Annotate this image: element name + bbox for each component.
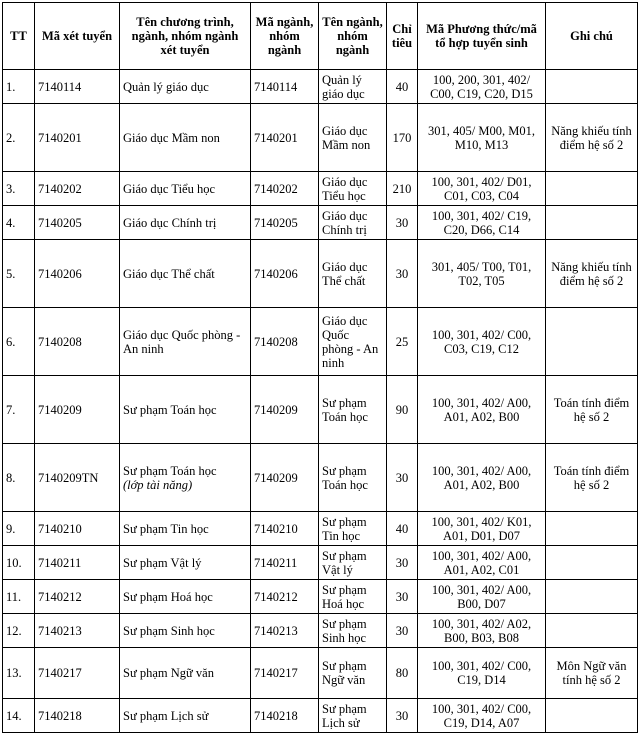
table-row [3, 512, 638, 546]
header-ten-chuong-trinh: Tên chương trình, ngành, nhóm ngành xét tuyển [120, 3, 251, 70]
cell-phuong-thuc [418, 308, 546, 376]
cell-phuong-thuc-text: 100, 301, 402/ A00, A01, A02, B00 [431, 395, 532, 424]
cell-phuong-thuc-text: 100, 301, 402/ A00, A01, A02, C01 [431, 548, 532, 577]
cell-phuong-thuc-text: 301, 405/ T00, T01, T02, T05 [431, 259, 532, 288]
cell-ten-nganh [319, 512, 387, 546]
cell-ghi-chu [546, 546, 638, 580]
cell-ma-xet-tuyen [35, 580, 120, 614]
cell-phuong-thuc-text: 100, 301, 402/ C00, C19, D14, A07 [431, 701, 532, 730]
cell-tt-text: 3. [6, 181, 16, 196]
cell-ten-chuong-trinh-text: Sư phạm Sinh học [123, 623, 215, 638]
cell-ma-nganh-text: 7140201 [254, 130, 298, 145]
table-row [3, 699, 638, 733]
cell-ma-nganh [251, 648, 319, 699]
cell-ten-nganh-text: Giáo dục Quốc phòng - An ninh [322, 313, 379, 370]
table-row [3, 444, 638, 512]
cell-ma-xet-tuyen-text: 7140212 [38, 589, 82, 604]
cell-phuong-thuc-text: 100, 301, 402/ A00, B00, D07 [431, 582, 532, 611]
cell-ten-chuong-trinh-text: Giáo dục Tiểu học [123, 181, 216, 196]
cell-ma-nganh [251, 172, 319, 206]
cell-tt [3, 512, 35, 546]
cell-ma-nganh-text: 7140209 [254, 402, 298, 417]
cell-tt [3, 240, 35, 308]
cell-ghi-chu-text: Năng khiếu tính điểm hệ số 2 [551, 259, 632, 288]
cell-ten-chuong-trinh-text: Giáo dục Mầm non [123, 130, 220, 145]
cell-phuong-thuc-text: 100, 301, 402/ C00, C03, C19, C12 [431, 327, 532, 356]
table-row [3, 614, 638, 648]
cell-phuong-thuc-text: 100, 301, 402/ C19, C20, D66, C14 [431, 208, 532, 237]
cell-ma-xet-tuyen [35, 648, 120, 699]
cell-ten-nganh [319, 308, 387, 376]
cell-chi-tieu-text: 30 [395, 555, 409, 570]
cell-phuong-thuc-text: 100, 200, 301, 402/ C00, C19, C20, D15 [430, 72, 533, 101]
cell-ten-nganh [319, 699, 387, 733]
cell-ten-chuong-trinh-text: Giáo dục Quốc phòng - An ninh [123, 327, 241, 356]
cell-chi-tieu-text: 40 [395, 521, 409, 536]
cell-phuong-thuc-text: 100, 301, 402/ K01, A01, D01, D07 [431, 514, 532, 543]
cell-ten-nganh-text: Giáo dục Tiểu học [322, 174, 368, 203]
cell-chi-tieu [387, 240, 418, 308]
cell-ma-xet-tuyen [35, 172, 120, 206]
header-ten-nganh: Tên ngành, nhóm ngành [319, 3, 387, 70]
cell-ten-chuong-trinh [120, 376, 251, 444]
cell-ten-nganh [319, 104, 387, 172]
cell-ma-xet-tuyen [35, 512, 120, 546]
cell-ma-xet-tuyen-text: 7140217 [38, 666, 82, 680]
cell-ma-nganh [251, 444, 319, 512]
cell-ten-chuong-trinh [120, 699, 251, 733]
cell-ghi-chu-text: Toán tính điểm hệ số 2 [553, 395, 630, 424]
cell-ten-chuong-trinh [120, 648, 251, 699]
cell-chi-tieu [387, 546, 418, 580]
cell-ma-xet-tuyen [35, 376, 120, 444]
cell-chi-tieu [387, 512, 418, 546]
cell-ten-chuong-trinh [120, 240, 251, 308]
cell-ten-nganh-text: Sư phạm Sinh học [322, 616, 367, 645]
header-ghi-chu: Ghi chú [546, 3, 638, 70]
cell-ma-xet-tuyen-text: 7140201 [38, 130, 82, 145]
cell-ma-xet-tuyen [35, 614, 120, 648]
cell-ghi-chu [546, 444, 638, 512]
table-row [3, 172, 638, 206]
table-row [3, 546, 638, 580]
cell-tt-text: 1. [6, 79, 16, 94]
cell-ten-nganh-text: Sư phạm Ngữ văn [322, 659, 367, 687]
cell-ma-xet-tuyen [35, 444, 120, 512]
cell-ghi-chu-text: Năng khiếu tính điểm hệ số 2 [551, 123, 632, 152]
cell-ma-xet-tuyen [35, 104, 120, 172]
cell-ten-nganh-text: Sư phạm Vật lý [322, 548, 367, 577]
cell-ten-chuong-trinh-text: Sư phạm Vật lý [123, 555, 202, 570]
cell-ma-nganh [251, 308, 319, 376]
cell-ma-nganh-text: 7140205 [254, 215, 298, 230]
cell-tt [3, 580, 35, 614]
cell-ma-nganh [251, 206, 319, 240]
cell-ma-xet-tuyen-text: 7140213 [38, 623, 82, 638]
cell-chi-tieu [387, 104, 418, 172]
cell-tt [3, 70, 35, 104]
cell-ten-chuong-trinh [120, 512, 251, 546]
table-header [3, 3, 638, 70]
cell-ten-chuong-trinh [120, 206, 251, 240]
cell-ma-nganh-text: 7140212 [254, 589, 298, 604]
cell-phuong-thuc [418, 614, 546, 648]
cell-ma-xet-tuyen-text: 7140210 [38, 521, 82, 536]
cell-chi-tieu-text: 90 [395, 402, 409, 417]
cell-chi-tieu-text: 170 [392, 130, 412, 145]
table-body [3, 70, 638, 733]
cell-phuong-thuc [418, 444, 546, 512]
cell-chi-tieu-text: 80 [395, 666, 409, 680]
cell-ma-xet-tuyen [35, 308, 120, 376]
cell-ten-nganh-text: Sư phạm Lịch sử [322, 701, 367, 730]
cell-chi-tieu [387, 580, 418, 614]
cell-tt [3, 546, 35, 580]
cell-phuong-thuc [418, 546, 546, 580]
cell-ma-xet-tuyen-text: 7140208 [38, 334, 82, 349]
header-chi-tieu: Chỉ tiêu [387, 3, 418, 70]
cell-ghi-chu [546, 104, 638, 172]
cell-ma-nganh [251, 376, 319, 444]
cell-tt [3, 444, 35, 512]
cell-chi-tieu-text: 30 [395, 623, 409, 638]
cell-ma-nganh-text: 7140202 [254, 181, 298, 196]
cell-tt-text: 12. [6, 623, 22, 638]
cell-ten-chuong-trinh-text: Sư phạm Ngữ văn [123, 666, 214, 680]
cell-ma-nganh-text: 7140114 [254, 79, 298, 94]
cell-ten-nganh [319, 614, 387, 648]
cell-ten-chuong-trinh-text: Sư phạm Hoá học [123, 589, 213, 604]
cell-ma-nganh [251, 70, 319, 104]
cell-ghi-chu [546, 206, 638, 240]
cell-ma-nganh [251, 546, 319, 580]
cell-ten-chuong-trinh [120, 104, 251, 172]
cell-ten-chuong-trinh-text: Quản lý giáo dục [123, 79, 209, 94]
cell-phuong-thuc [418, 172, 546, 206]
cell-phuong-thuc [418, 70, 546, 104]
cell-ma-xet-tuyen [35, 699, 120, 733]
cell-ten-chuong-trinh-text: Sư phạm Toán học [123, 463, 217, 478]
cell-ghi-chu [546, 172, 638, 206]
cell-phuong-thuc [418, 512, 546, 546]
cell-chi-tieu [387, 444, 418, 512]
cell-ten-nganh-text: Sư phạm Toán học [322, 463, 368, 492]
cell-ma-nganh-text: 7140213 [254, 623, 298, 638]
cell-ghi-chu [546, 512, 638, 546]
table-row [3, 376, 638, 444]
cell-tt [3, 376, 35, 444]
cell-chi-tieu [387, 308, 418, 376]
cell-ten-chuong-trinh [120, 580, 251, 614]
cell-ghi-chu [546, 614, 638, 648]
cell-chi-tieu-text: 25 [395, 334, 409, 349]
cell-chi-tieu [387, 699, 418, 733]
cell-ten-chuong-trinh [120, 308, 251, 376]
cell-chi-tieu [387, 614, 418, 648]
cell-chi-tieu-text: 40 [395, 79, 409, 94]
cell-ten-chuong-trinh-text: Giáo dục Thể chất [123, 266, 215, 281]
admissions-table-container [2, 2, 637, 733]
cell-ma-xet-tuyen [35, 240, 120, 308]
cell-tt [3, 699, 35, 733]
cell-ghi-chu [546, 376, 638, 444]
cell-phuong-thuc [418, 580, 546, 614]
table-row [3, 104, 638, 172]
cell-ten-chuong-trinh-text: Giáo dục Chính trị [123, 215, 217, 230]
program-subtitle: (lớp tài năng) [123, 477, 193, 492]
cell-ma-nganh [251, 614, 319, 648]
cell-chi-tieu [387, 206, 418, 240]
cell-phuong-thuc [418, 104, 546, 172]
cell-ten-nganh [319, 172, 387, 206]
cell-tt-text: 10. [6, 555, 22, 570]
cell-ma-xet-tuyen [35, 546, 120, 580]
cell-ten-nganh-text: Quản lý giáo dục [322, 72, 365, 101]
cell-tt-text: 4. [6, 215, 16, 230]
cell-chi-tieu-text: 30 [395, 470, 409, 485]
cell-ten-nganh [319, 240, 387, 308]
cell-ghi-chu [546, 308, 638, 376]
cell-ghi-chu [546, 699, 638, 733]
cell-phuong-thuc [418, 699, 546, 733]
cell-ten-nganh-text: Giáo dục Mầm non [322, 123, 371, 152]
cell-phuong-thuc-text: 100, 301, 402/ A02, B00, B03, B08 [431, 616, 532, 645]
cell-phuong-thuc [418, 648, 546, 699]
cell-chi-tieu [387, 172, 418, 206]
cell-tt-text: 11. [6, 589, 22, 604]
cell-ma-xet-tuyen-text: 7140209 [38, 402, 82, 417]
table-row [3, 580, 638, 614]
table-row [3, 648, 638, 699]
cell-ma-nganh-text: 7140218 [254, 708, 298, 723]
table-row [3, 70, 638, 104]
cell-ma-nganh [251, 240, 319, 308]
cell-phuong-thuc-text: 100, 301, 402/ C00, C19, D14 [431, 659, 532, 687]
cell-phuong-thuc [418, 206, 546, 240]
cell-ma-nganh-text: 7140210 [254, 521, 298, 536]
table-row [3, 308, 638, 376]
cell-tt [3, 172, 35, 206]
cell-ten-nganh-text: Giáo dục Chính trị [322, 208, 368, 237]
cell-phuong-thuc [418, 240, 546, 308]
cell-ten-nganh [319, 444, 387, 512]
cell-ten-nganh-text: Sư phạm Tin học [322, 514, 367, 543]
cell-ma-xet-tuyen [35, 70, 120, 104]
cell-ma-nganh-text: 7140211 [254, 555, 298, 570]
cell-chi-tieu-text: 30 [395, 708, 409, 723]
cell-ma-xet-tuyen-text: 7140205 [38, 215, 82, 230]
cell-ten-chuong-trinh-text: Sư phạm Tin học [123, 521, 209, 536]
header-tt: TT [3, 3, 35, 70]
cell-ten-chuong-trinh [120, 444, 251, 512]
cell-ghi-chu-text: Toán tính điểm hệ số 2 [553, 463, 630, 492]
header-phuong-thuc: Mã Phương thức/mã tổ hợp tuyển sinh [418, 3, 546, 70]
cell-ten-nganh-text: Sư phạm Toán học [322, 395, 368, 424]
cell-chi-tieu [387, 70, 418, 104]
header-ma-nganh: Mã ngành, nhóm ngành [251, 3, 319, 70]
cell-ma-xet-tuyen-text: 7140202 [38, 181, 82, 196]
cell-ma-xet-tuyen-text: 7140114 [38, 79, 82, 94]
cell-ma-nganh-text: 7140217 [254, 666, 298, 680]
header-ma-xet-tuyen: Mã xét tuyển [35, 3, 120, 70]
cell-ten-nganh [319, 206, 387, 240]
cell-tt-text: 13. [6, 666, 22, 680]
cell-ma-xet-tuyen-text: 7140206 [38, 266, 82, 281]
cell-ten-nganh [319, 376, 387, 444]
cell-tt-text: 2. [6, 130, 16, 145]
cell-ghi-chu [546, 648, 638, 699]
cell-ma-xet-tuyen-text: 7140211 [38, 555, 82, 570]
cell-ma-nganh-text: 7140206 [254, 266, 298, 281]
cell-ten-chuong-trinh [120, 70, 251, 104]
cell-ten-chuong-trinh-text: Sư phạm Lịch sử [123, 708, 209, 723]
cell-phuong-thuc-text: 100, 301, 402/ A00, A01, A02, B00 [431, 463, 532, 492]
cell-chi-tieu [387, 376, 418, 444]
cell-tt [3, 206, 35, 240]
cell-ten-chuong-trinh [120, 172, 251, 206]
cell-ma-nganh [251, 512, 319, 546]
cell-chi-tieu-text: 30 [395, 266, 409, 281]
cell-ghi-chu-text: Môn Ngữ văn tính hệ số 2 [556, 659, 627, 687]
header-row [3, 3, 638, 70]
cell-ma-nganh-text: 7140209 [254, 470, 298, 485]
cell-ten-chuong-trinh [120, 614, 251, 648]
cell-chi-tieu-text: 30 [395, 215, 409, 230]
cell-ten-nganh [319, 580, 387, 614]
cell-tt-text: 8. [6, 470, 16, 485]
cell-ten-nganh [319, 546, 387, 580]
cell-tt-text: 9. [6, 521, 16, 536]
cell-ten-chuong-trinh [120, 546, 251, 580]
cell-ten-chuong-trinh-text: Sư phạm Toán học [123, 402, 217, 417]
table-row [3, 240, 638, 308]
cell-tt [3, 104, 35, 172]
cell-tt-text: 5. [6, 266, 16, 281]
cell-chi-tieu-text: 30 [395, 589, 409, 604]
cell-ma-nganh-text: 7140208 [254, 334, 298, 349]
cell-ghi-chu [546, 240, 638, 308]
cell-tt [3, 308, 35, 376]
cell-chi-tieu [387, 648, 418, 699]
cell-ten-nganh-text: Giáo dục Thể chất [322, 259, 368, 288]
cell-chi-tieu-text: 210 [392, 181, 412, 196]
cell-ma-nganh [251, 104, 319, 172]
cell-ma-xet-tuyen [35, 206, 120, 240]
cell-ma-xet-tuyen-text: 7140218 [38, 708, 82, 723]
cell-tt [3, 614, 35, 648]
admissions-table [2, 2, 638, 733]
cell-ten-nganh [319, 648, 387, 699]
cell-tt [3, 648, 35, 699]
cell-ma-nganh [251, 580, 319, 614]
table-row [3, 206, 638, 240]
cell-tt-text: 7. [6, 402, 16, 417]
cell-ten-nganh-text: Sư phạm Hoá học [322, 582, 367, 611]
cell-ma-xet-tuyen-text: 7140209TN [38, 470, 99, 485]
cell-phuong-thuc-text: 100, 301, 402/ D01, C01, C03, C04 [431, 174, 532, 203]
cell-tt-text: 6. [6, 334, 16, 349]
cell-ghi-chu [546, 580, 638, 614]
cell-ten-nganh [319, 70, 387, 104]
cell-phuong-thuc-text: 301, 405/ M00, M01, M10, M13 [428, 123, 535, 152]
cell-ma-nganh [251, 699, 319, 733]
cell-phuong-thuc [418, 376, 546, 444]
cell-ghi-chu [546, 70, 638, 104]
cell-tt-text: 14. [6, 708, 22, 723]
